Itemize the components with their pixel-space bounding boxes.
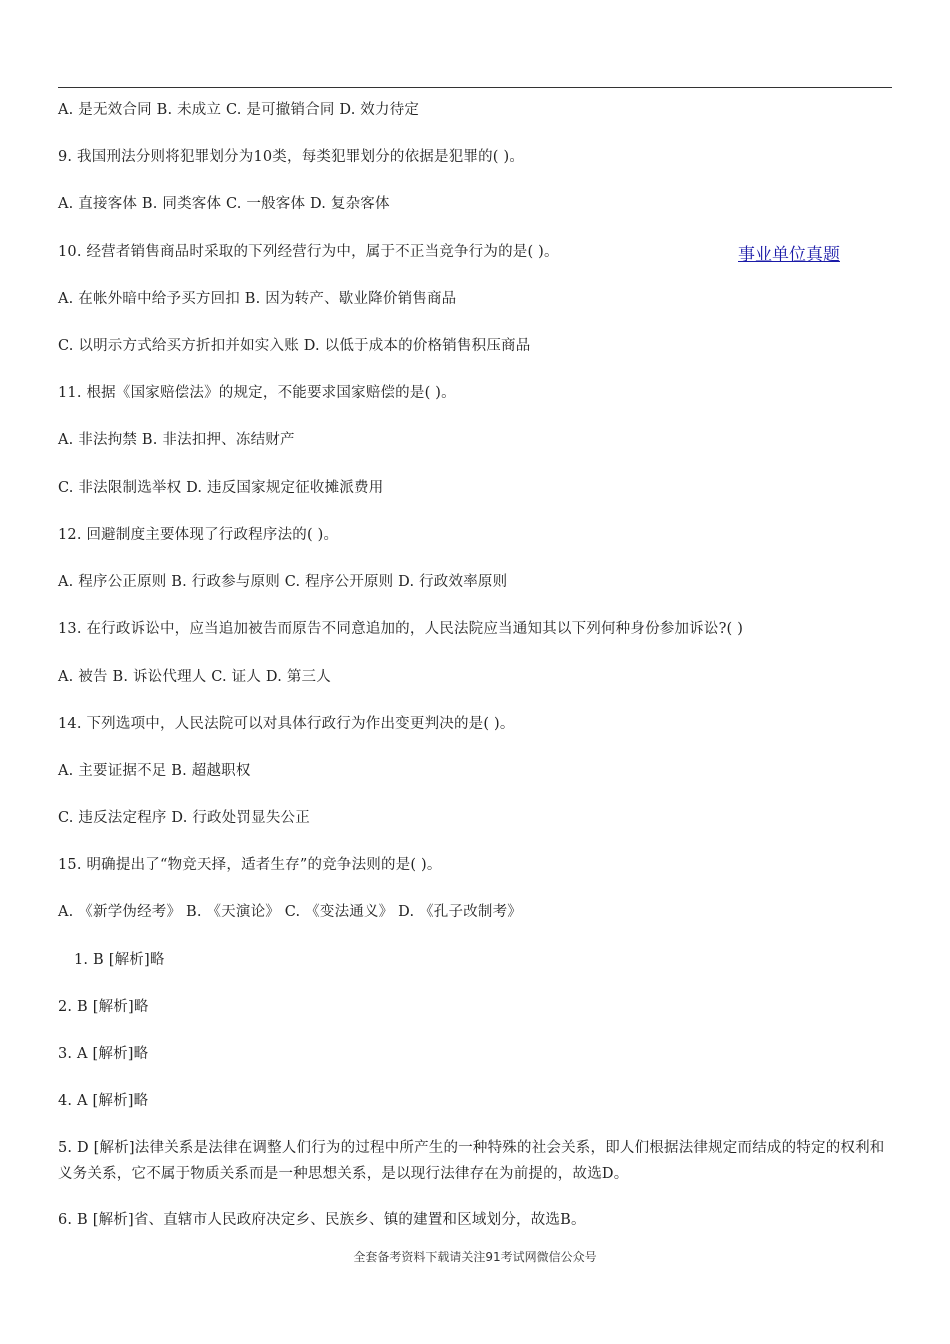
q15-stem: 15. 明确提出了“物竞天择，适者生存”的竞争法则的是( )。: [58, 857, 442, 873]
answer-6: 6. B [解析]省、直辖市人民政府决定乡、民族乡、镇的建置和区域划分，故选B。: [58, 1212, 586, 1228]
answer-3: 3. A [解析]略: [58, 1046, 149, 1062]
q14-options-ab: A. 主要证据不足 B. 超越职权: [58, 763, 251, 779]
q10-options-ab: A. 在帐外暗中给予买方回扣 B. 因为转产、歇业降价销售商品: [58, 291, 457, 307]
q9-stem: 9. 我国刑法分则将犯罪划分为10类，每类犯罪划分的依据是犯罪的( )。: [58, 149, 525, 165]
q11-stem: 11. 根据《国家赔偿法》的规定，不能要求国家赔偿的是( )。: [58, 385, 456, 401]
answer-1: 1. B [解析]略: [74, 952, 165, 968]
q14-options-cd: C. 违反法定程序 D. 行政处罚显失公正: [58, 810, 310, 826]
answer-5: 5. D [解析]法律关系是法律在调整人们行为的过程中所产生的一种特殊的社会关系，即人们根据法律规定而结成的特定的权利和义务关系，它不属于物质关系而是一种思想关系，是以现行法律存在为前提的，故选D。: [58, 1140, 885, 1182]
footer-note: 全套备考资料下载请关注91考试网微信公众号: [353, 1250, 597, 1264]
q8-options: A. 是无效合同 B. 未成立 C. 是可撤销合同 D. 效力待定: [58, 102, 420, 118]
q15-options: A. 《新学伪经考》 B. 《天演论》 C. 《变法通义》 D. 《孔子改制考》: [58, 904, 523, 920]
q14-stem: 14. 下列选项中，人民法院可以对具体行政行为作出变更判决的是( )。: [58, 716, 515, 732]
q12-stem: 12. 回避制度主要体现了行政程序法的( )。: [58, 527, 339, 543]
q13-options: A. 被告 B. 诉讼代理人 C. 证人 D. 第三人: [58, 669, 331, 685]
answer-4: 4. A [解析]略: [58, 1093, 149, 1109]
q9-options: A. 直接客体 B. 同类客体 C. 一般客体 D. 复杂客体: [58, 196, 390, 212]
q10-options-cd: C. 以明示方式给买方折扣并如实入账 D. 以低于成本的价格销售积压商品: [58, 338, 531, 354]
exam-link[interactable]: 事业单位真题: [738, 245, 840, 265]
header-rule: [58, 87, 892, 88]
q11-options-ab: A. 非法拘禁 B. 非法扣押、冻结财产: [58, 432, 295, 448]
q13-stem: 13. 在行政诉讼中，应当追加被告而原告不同意追加的，人民法院应当通知其以下列何种身份参加诉讼?( ): [58, 621, 744, 637]
q11-options-cd: C. 非法限制选举权 D. 违反国家规定征收摊派费用: [58, 480, 384, 496]
answer-2: 2. B [解析]略: [58, 999, 149, 1015]
q10-stem: 10. 经营者销售商品时采取的下列经营行为中，属于不正当竞争行为的是( )。: [58, 244, 559, 260]
q12-options: A. 程序公正原则 B. 行政参与原则 C. 程序公开原则 D. 行政效率原则: [58, 574, 508, 590]
